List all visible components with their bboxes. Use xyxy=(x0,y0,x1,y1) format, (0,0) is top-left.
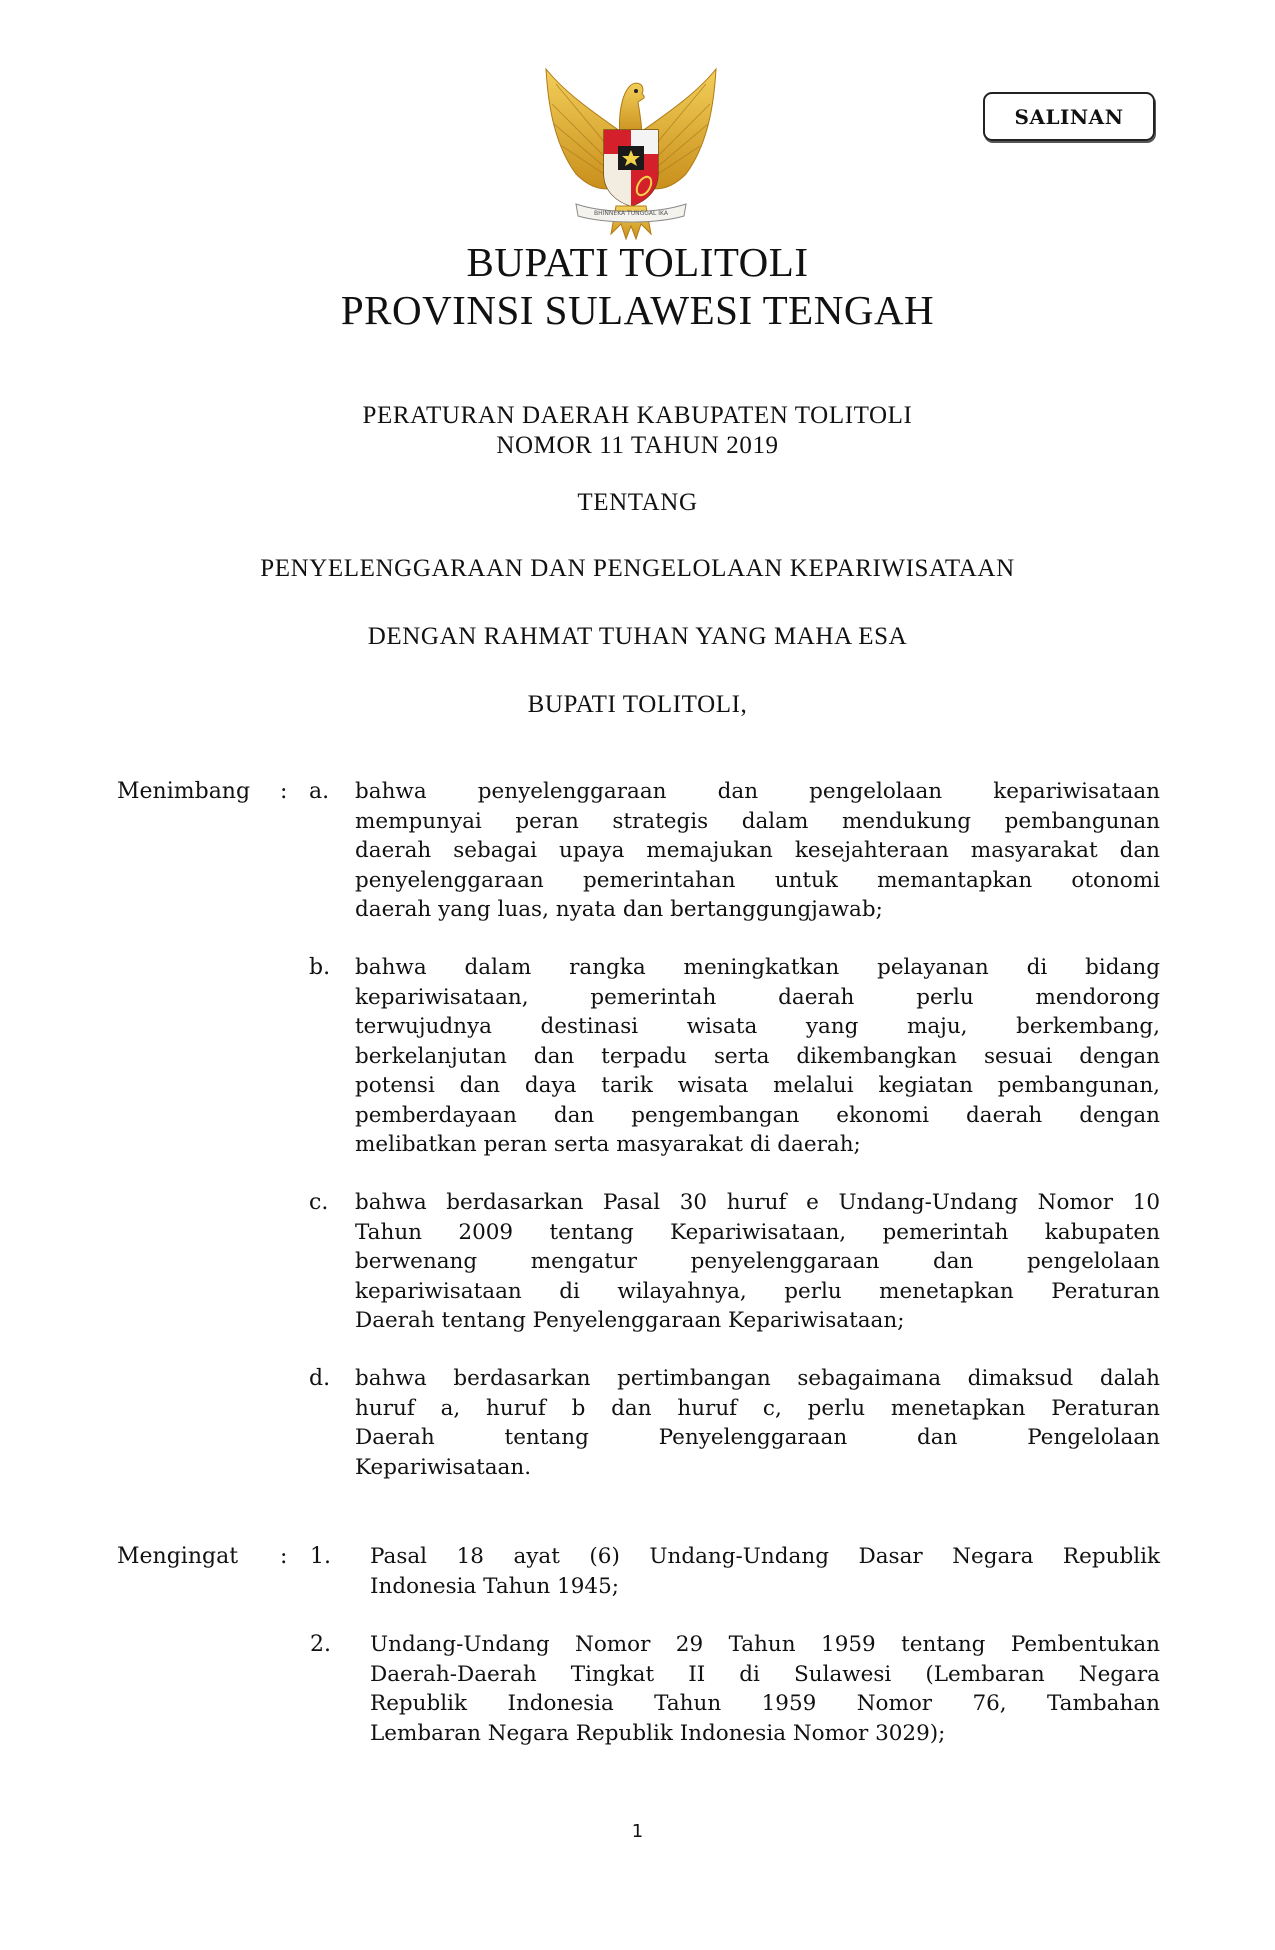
regulation-subject: PENYELENGGARAAN DAN PENGELOLAAN KEPARIWISATAAN xyxy=(260,555,1015,582)
item-line: potensi dan daya tarik wisata melalui kegiatan pembangunan, xyxy=(355,1073,1160,1098)
about-heading: TENTANG xyxy=(577,489,698,516)
emblem-motto: BHINNEKA TUNGGAL IKA xyxy=(594,210,668,217)
list-item xyxy=(355,953,1160,1160)
item-marker: 1. xyxy=(310,1544,331,1569)
item-line: Indonesia Tahun 1945; xyxy=(370,1573,620,1599)
item-line: Daerah-Daerah Tingkat II di Sulawesi (Lembaran Negara xyxy=(370,1661,1160,1687)
garuda-emblem-icon xyxy=(536,64,726,242)
item-line: terwujudnya destinasi wisata yang maju, berkembang, xyxy=(355,1014,1160,1039)
item-line: Undang-Undang Nomor 29 Tahun 1959 tentang Pembentukan xyxy=(370,1632,1160,1657)
menimbang-colon: : xyxy=(280,779,288,804)
mengingat-label: Mengingat xyxy=(117,1544,239,1569)
item-line: bahwa dalam rangka meningkatkan pelayanan di bidang xyxy=(355,955,1160,980)
title-line-2: PROVINSI SULAWESI TENGAH xyxy=(340,287,935,333)
item-line: bahwa penyelenggaraan dan pengelolaan kepariwisataan xyxy=(355,779,1160,804)
item-line: Kepariwisataan. xyxy=(355,1454,532,1480)
salinan-stamp xyxy=(983,92,1155,141)
item-line: berkelanjutan dan terpadu serta dikembangkan sesuai dengan xyxy=(355,1043,1160,1069)
item-line: kepariwisataan, pemerintah daerah perlu mendorong xyxy=(355,984,1160,1010)
item-line: bahwa berdasarkan pertimbangan sebagaimana dimaksud dalah xyxy=(355,1366,1160,1391)
item-line: kepariwisataan di wilayahnya, perlu menetapkan Peraturan xyxy=(355,1278,1160,1304)
item-line: berwenang mengatur penyelenggaraan dan pengelolaan xyxy=(355,1249,1160,1274)
item-line: daerah sebagai upaya memajukan kesejahteraan masyarakat dan xyxy=(355,838,1160,863)
regulation-title: PERATURAN DAERAH KABUPATEN TOLITOLI xyxy=(362,402,913,429)
invocation: DENGAN RAHMAT TUHAN YANG MAHA ESA xyxy=(367,623,908,650)
item-marker: 2. xyxy=(310,1632,331,1657)
item-line: Daerah tentang Penyelenggaraan Kepariwisataan; xyxy=(355,1308,905,1333)
item-line: Lembaran Negara Republik Indonesia Nomor 3029); xyxy=(370,1720,946,1746)
salinan-label: SALINAN xyxy=(1014,104,1124,129)
item-line: bahwa berdasarkan Pasal 30 huruf e Undang-Undang Nomor 10 xyxy=(355,1190,1160,1215)
list-item xyxy=(370,1630,1160,1749)
item-line: Tahun 2009 tentang Kepariwisataan, pemerintah kabupaten xyxy=(355,1219,1160,1245)
item-line: Republik Indonesia Tahun 1959 Nomor 76, Tambahan xyxy=(370,1691,1160,1716)
item-marker: a. xyxy=(309,779,330,804)
item-line: melibatkan peran serta masyarakat di daerah; xyxy=(355,1132,861,1157)
item-line: huruf a, huruf b dan huruf c, perlu menetapkan Peraturan xyxy=(355,1395,1160,1421)
regulation-number: NOMOR 11 TAHUN 2019 xyxy=(496,432,779,459)
item-marker: b. xyxy=(309,955,331,980)
item-line: daerah yang luas, nyata dan bertanggungjawab; xyxy=(355,897,883,922)
menimbang-label: Menimbang xyxy=(117,779,251,804)
mengingat-colon: : xyxy=(280,1544,288,1569)
item-line: mempunyai peran strategis dalam mendukung pembangunan xyxy=(355,808,1160,834)
item-line: Daerah tentang Penyelenggaraan dan Pengelolaan xyxy=(355,1425,1160,1450)
list-item xyxy=(355,1188,1160,1336)
list-item xyxy=(370,1542,1160,1602)
item-line: Pasal 18 ayat (6) Undang-Undang Dasar Negara Republik xyxy=(370,1544,1160,1569)
list-item xyxy=(355,777,1160,925)
authority: BUPATI TOLITOLI, xyxy=(527,691,748,718)
item-line: pemberdayaan dan pengembangan ekonomi daerah dengan xyxy=(355,1102,1160,1128)
item-marker: d. xyxy=(309,1366,331,1391)
item-line: penyelenggaraan pemerintahan untuk memantapkan otonomi xyxy=(355,867,1160,893)
page-number: 1 xyxy=(631,1821,644,1842)
list-item xyxy=(355,1364,1160,1483)
title-line-1: BUPATI TOLITOLI xyxy=(466,239,809,285)
item-marker: c. xyxy=(309,1190,329,1215)
